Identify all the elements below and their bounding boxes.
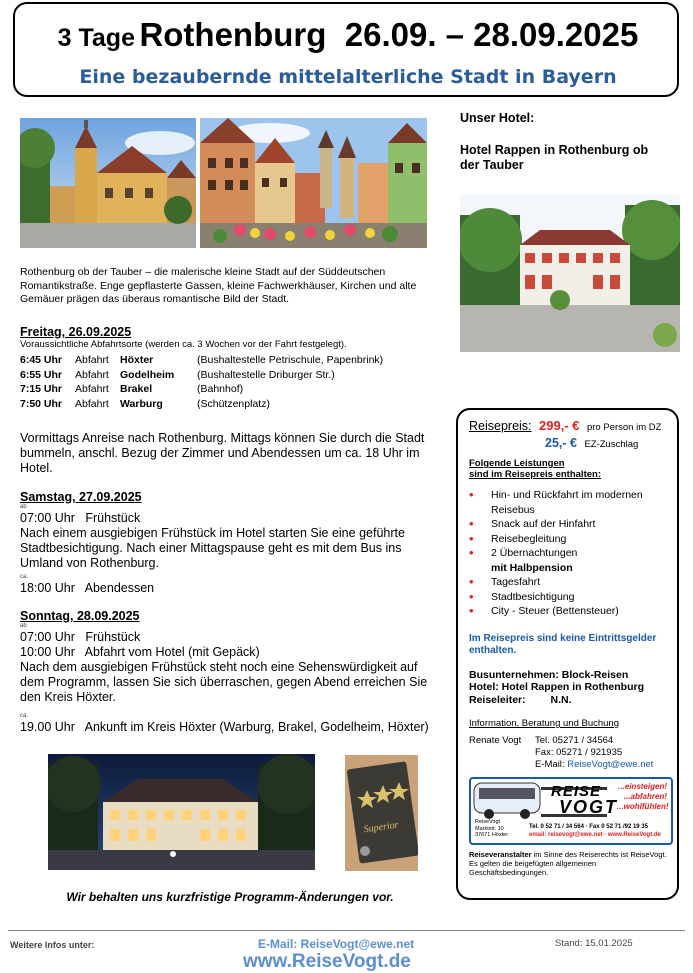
- page-subtitle: Eine bezaubernde mittelalterliche Stadt in Bayern: [79, 66, 617, 88]
- service-item: [469, 590, 674, 605]
- service-item: [469, 546, 674, 575]
- departure-row: [20, 353, 383, 368]
- hotel-label: Unser Hotel:: [460, 111, 535, 125]
- guide-label: Reiseleiter:: [469, 693, 526, 706]
- departure-time: 7:50 Uhr: [20, 397, 63, 410]
- services-heading-2: sind im Reisepreis enthalten:: [469, 469, 601, 480]
- no-entry-note: Im Reisepreis sind keine Eintrittsgelder enthalten.: [469, 632, 657, 656]
- photo-superior-plaque: [345, 755, 418, 871]
- photo-ploenlein: [200, 118, 427, 248]
- sunday-arrival: 19.00 Uhr Ankunft im Kreis Höxter (Warburg, Brakel, Godelheim, Höxter): [20, 720, 429, 734]
- contact-email-label: E-Mail:: [535, 759, 565, 770]
- contact-email-line: [535, 759, 653, 771]
- photo-hotel-rappen: [460, 195, 680, 352]
- intro-text: Rothenburg ob der Tauber – die malerische kleine Stadt auf der Süddeutschen Romantikstraße. Enge gepflasterte Gassen, kleine Fachwerkhäuser, Kirchen und alte Gemäuer prägen das überaus romantische Bild der Stadt.: [20, 266, 417, 305]
- guide-value: N.N.: [550, 693, 572, 706]
- plaque-text: Superior: [362, 819, 400, 836]
- contact-email-link[interactable]: ReiseVogt@ewe.net: [567, 759, 654, 770]
- saturday-text: Nach einem ausgiebigen Frühstück im Hotel starten Sie eine geführte Stadtbesichtigung. Nach einer Mittagspause geht es mit dem Bus ins Umland von Rothenburg.: [20, 526, 405, 570]
- departure-time: 6:55 Uhr: [20, 368, 63, 381]
- departure-place: Godelheim: [120, 368, 175, 381]
- sunday-ab: ab: [20, 623, 27, 629]
- footer-date: Stand: 15.01.2025: [555, 938, 633, 949]
- contact-block: [469, 735, 674, 773]
- contact-tel: Tel. 05271 / 34564: [535, 735, 614, 746]
- departure-word: Abfahrt: [75, 368, 109, 381]
- service-text: City - Steuer (Bettensteuer): [491, 605, 619, 617]
- services-heading-1: Folgende Leistungen: [469, 458, 565, 469]
- service-text: Tagesfahrt: [491, 576, 541, 588]
- service-text: 2 Übernachtungen: [491, 547, 578, 559]
- trip-details: [469, 669, 674, 707]
- saturday-ca: ca.: [20, 574, 29, 580]
- sunday-text: Nach dem ausgiebigen Frühstück steht noch eine Sehenswürdigkeit auf dem Programm, lassen Sie sich überraschen, gegen Abend erreichen Sie den Kreis Höxter.: [20, 660, 428, 704]
- title-days: 3 Tage: [57, 24, 135, 52]
- price-label: Reisepreis:: [469, 419, 532, 433]
- price-box: [456, 408, 679, 900]
- departure-stop: (Bushaltestelle Driburger Str.): [197, 368, 335, 381]
- logo-slogan-3: ...wohlfühlen!: [617, 802, 669, 811]
- saturday-heading: Samstag, 27.09.2025: [20, 490, 142, 504]
- day-saturday: [20, 490, 440, 596]
- day-sunday: [20, 609, 440, 735]
- service-text: Reisebegleitung: [491, 532, 567, 545]
- saturday-dinner: 18:00 Uhr Abendessen: [20, 581, 155, 595]
- organizer-bold: Reiseveranstalter: [469, 850, 532, 859]
- departure-stop: (Bushaltestelle Petrischule, Papenbrink): [197, 354, 384, 366]
- service-text-bold: mit Halbpension: [491, 561, 573, 574]
- info-heading: Information, Beratung und Buchung: [469, 718, 619, 729]
- photo-rothenburg-castle: [20, 118, 196, 248]
- logo-brand-2: VOGT: [559, 797, 619, 817]
- photo-hotel-night: [48, 754, 315, 870]
- saturday-breakfast: 07:00 Uhr Frühstück: [20, 511, 141, 525]
- price-value: 299,- €: [539, 418, 580, 433]
- logo-contact: [529, 823, 661, 839]
- organizer-note: [469, 850, 674, 877]
- logo-slogan-2: ...abfahren!: [623, 792, 667, 801]
- logo-contact-2: email: reisevogt@ewe.net · www.ReiseVogt.de: [529, 832, 661, 838]
- departure-stop: (Bahnhof): [197, 383, 244, 395]
- footer-email-link[interactable]: E-Mail: ReiseVogt@ewe.net: [258, 937, 415, 951]
- departure-word: Abfahrt: [75, 397, 109, 410]
- price-box-content: [469, 418, 674, 877]
- logo-address-2: Marktstr. 10: [475, 825, 504, 832]
- departure-table: [20, 353, 383, 411]
- service-text: Snack auf der Hinfahrt: [491, 518, 596, 530]
- reisevogt-logo: [469, 777, 673, 845]
- departure-row: [20, 397, 383, 412]
- departure-word: Abfahrt: [75, 383, 109, 395]
- title-destination-dates: Rothenburg 26.09. – 28.09.2025: [139, 16, 639, 53]
- friday-note: Voraussichtliche Abfahrtsorte (werden ca. 3 Wochen vor der Fahrt festgelegt).: [20, 339, 347, 350]
- service-item: [469, 488, 674, 517]
- day-friday: [20, 325, 440, 411]
- departure-place: Höxter: [120, 354, 154, 366]
- footer-more-info: Weitere Infos unter:: [10, 940, 95, 950]
- departure-row: [20, 368, 383, 383]
- service-text: Stadtbesichtigung: [491, 590, 575, 603]
- surcharge-line: [469, 436, 674, 452]
- contact-name: Renate Vogt: [469, 735, 522, 746]
- departure-row: [20, 382, 383, 397]
- service-item: [469, 532, 674, 547]
- contact-fax: Fax: 05271 / 921935: [535, 747, 623, 758]
- saturday-ab: ab: [20, 504, 27, 510]
- logo-address-1: ReiseVogt: [475, 819, 501, 825]
- footer-website-link[interactable]: www.ReiseVogt.de: [243, 951, 411, 972]
- friday-text: Vormittags Anreise nach Rothenburg. Mittags können Sie durch die Stadt bummeln, anschl. Bezug der Zimmer und Abendessen um ca. 18 Uhr im Hotel.: [20, 431, 425, 475]
- services-heading: [469, 458, 674, 480]
- sunday-breakfast: 07:00 Uhr Frühstück: [20, 630, 141, 644]
- departure-stop: (Schützenplatz): [197, 397, 270, 410]
- logo-slogan: [617, 782, 667, 812]
- service-text: Hin- und Rückfahrt im modernen Reisebus: [491, 489, 643, 516]
- hotel-line: Hotel: Hotel Rappen in Rothenburg: [469, 681, 644, 693]
- logo-address-3: 37671 Höxter: [475, 832, 509, 838]
- departure-word: Abfahrt: [75, 354, 109, 366]
- service-item: [469, 517, 674, 532]
- logo-slogan-1: ...einsteigen!: [618, 782, 667, 791]
- departure-time: 7:15 Uhr: [20, 383, 63, 395]
- page-title: [15, 16, 681, 54]
- sunday-ca: ca.: [20, 713, 29, 719]
- price-line: [469, 418, 674, 436]
- service-item: [469, 604, 674, 619]
- price-note: pro Person im DZ: [586, 422, 662, 433]
- organizer-text: im Sinne des Reiserechts ist ReiseVogt. Es gelten die beigefügten allgemeinen Geschäftsbedingungen.: [469, 850, 667, 877]
- guide-line: [469, 694, 674, 707]
- logo-address: [475, 819, 508, 839]
- hotel-name: Hotel Rappen in Rothenburg ob der Tauber: [460, 143, 649, 172]
- sunday-heading: Sonntag, 28.09.2025: [20, 609, 140, 623]
- departure-time: 6:45 Uhr: [20, 354, 63, 366]
- services-list: [469, 488, 674, 619]
- surcharge-value: 25,- €: [545, 436, 577, 450]
- logo-contact-1: Tel. 0 52 71 / 34 564 · Fax 0 52 71 /92 19 35: [529, 824, 648, 830]
- sunday-departure: 10:00 Uhr Abfahrt vom Hotel (mit Gepäck): [20, 645, 260, 659]
- disclaimer: Wir behalten uns kurzfristige Programm-Änderungen vor.: [66, 890, 394, 904]
- service-item: [469, 575, 674, 590]
- departure-place: Brakel: [120, 383, 153, 395]
- friday-heading: Freitag, 26.09.2025: [20, 325, 132, 339]
- departure-place: Warburg: [120, 397, 163, 410]
- logo-brand-1: REISE: [551, 783, 602, 800]
- surcharge-note: EZ-Zuschlag: [584, 439, 639, 450]
- header-box: [13, 2, 679, 97]
- footer-divider: [8, 930, 685, 931]
- bus-company: Busunternehmen: Block-Reisen: [469, 668, 629, 681]
